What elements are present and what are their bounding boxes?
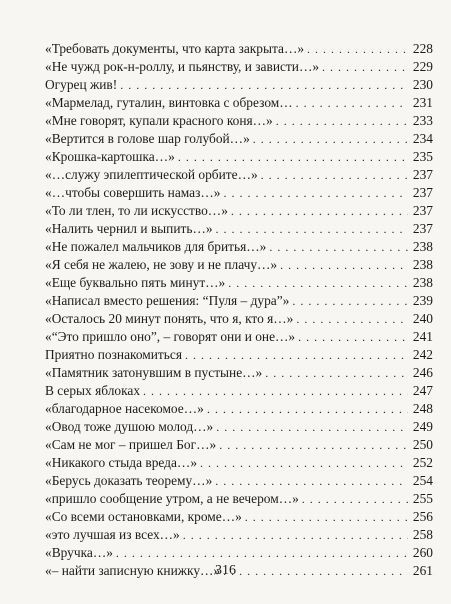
toc-entry-page: 231	[412, 95, 433, 110]
toc-entry-page: 233	[412, 113, 433, 128]
toc-entry-page: 234	[412, 131, 433, 146]
toc-entry-title: «Налить чернил и выпить…»	[45, 221, 213, 236]
toc-entry-page: 256	[412, 509, 433, 524]
dot-leader	[228, 274, 408, 292]
toc-entry-page: 241	[412, 329, 433, 344]
toc-entry	[45, 238, 433, 256]
toc-entry-title: «Крошка-картошка…»	[45, 149, 175, 164]
toc-entry	[45, 382, 433, 400]
dot-leader	[276, 112, 408, 130]
toc-entry	[45, 400, 433, 418]
dot-leader	[265, 364, 408, 382]
toc-entry-title: «Со всеми остановками, кроме…»	[45, 509, 242, 524]
toc-entry-page: 242	[412, 347, 433, 362]
dot-leader	[216, 418, 408, 436]
dot-leader	[298, 328, 408, 346]
dot-leader	[269, 238, 408, 256]
toc-entry-title: «Памятник затонувшим в пустыне…»	[45, 365, 263, 380]
dot-leader	[120, 76, 408, 94]
toc-entry-page: 239	[412, 293, 433, 308]
toc-entry-title: «это лучшая из всех…»	[45, 527, 180, 542]
dot-leader	[261, 166, 408, 184]
toc-entry-title: «благодарное насекомое…»	[45, 401, 204, 416]
toc-entry-page: 258	[412, 527, 433, 542]
dot-leader	[216, 220, 408, 238]
dot-leader	[253, 130, 408, 148]
dot-leader	[302, 490, 408, 508]
toc-entry-title: «Мне говорят, купали красного коня…»	[45, 113, 273, 128]
dot-leader	[292, 292, 408, 310]
toc-entry-page: 249	[412, 419, 433, 434]
toc-entry	[45, 328, 433, 346]
toc-entry	[45, 418, 433, 436]
dot-leader	[280, 256, 408, 274]
dot-leader	[200, 454, 408, 472]
toc-entry	[45, 94, 433, 112]
toc-entry-page: 237	[412, 167, 433, 182]
toc-entry-title: «Сам не мог – пришел Бог…»	[45, 437, 217, 452]
dot-leader	[245, 508, 408, 526]
toc-entry-title: «…служу эпилептической орбите…»	[45, 167, 258, 182]
dot-leader	[223, 184, 408, 202]
toc-entry-page: 237	[412, 185, 433, 200]
toc-entry	[45, 310, 433, 328]
toc-entry-page: 230	[412, 77, 433, 92]
toc-entry-title: «Не пожалел мальчиков для бритья…»	[45, 239, 267, 254]
toc-entry-title: «Написал вместо решения: “Пуля – дура”»	[45, 293, 290, 308]
toc-entry	[45, 40, 433, 58]
toc-entry-page: 238	[412, 257, 433, 272]
toc-entry	[45, 76, 433, 94]
toc-entry-title: «То ли тлен, то ли искусство…»	[45, 203, 228, 218]
toc-entry-title: «Еще буквально пять минут…»	[45, 275, 226, 290]
toc-entry-title: Приятно познакомиться	[45, 347, 182, 362]
page-number: 316	[215, 563, 236, 578]
toc-entry-title: «Вручка…»	[45, 545, 113, 560]
toc-entry-title: Огурец жив!	[45, 77, 118, 92]
toc-entry-page: 250	[412, 437, 433, 452]
toc-entry-page: 246	[412, 365, 433, 380]
toc-entry-page: 229	[412, 59, 433, 74]
toc-entry	[45, 220, 433, 238]
toc-entry-title: «Мармелад, гуталин, винтовка с обрезом…	[45, 95, 293, 110]
toc-entry-page: 238	[412, 275, 433, 290]
toc-entry-title: «Вертится в голове шар голубой…»	[45, 131, 250, 146]
toc-entry-title: «Не чужд рок-н-роллу, и пьянству, и зависти…»	[45, 59, 320, 74]
toc-entry-page: 247	[412, 383, 433, 398]
dot-leader	[215, 472, 408, 490]
toc-entry	[45, 292, 433, 310]
toc-entry	[45, 526, 433, 544]
toc-entry-title: В серых яблоках	[45, 383, 141, 398]
toc-entry	[45, 436, 433, 454]
toc-entry-title: «пришло сообщение утром, а не вечером…»	[45, 491, 299, 506]
toc-entry-page: 254	[412, 473, 433, 488]
toc-entry-title: «Я себя не жалею, не зову и не плачу…»	[45, 257, 278, 272]
toc-entry	[45, 130, 433, 148]
toc-entry	[45, 256, 433, 274]
toc-entry-title: «…чтобы совершить намаз…»	[45, 185, 221, 200]
toc-entry-page: 255	[412, 491, 433, 506]
dot-leader	[207, 400, 408, 418]
dot-leader	[231, 202, 408, 220]
toc-entry	[45, 454, 433, 472]
dot-leader	[183, 526, 408, 544]
toc-entry-page: 252	[412, 455, 433, 470]
toc-entry	[45, 364, 433, 382]
toc-entry	[45, 346, 433, 364]
toc-entry	[45, 166, 433, 184]
toc-entry	[45, 508, 433, 526]
toc-entry-page: 261	[412, 563, 433, 578]
toc-entry-page: 240	[412, 311, 433, 326]
toc-entry-title: «Осталось 20 минут понять, что я, кто я…»	[45, 311, 294, 326]
dot-leader	[143, 382, 408, 400]
dot-leader	[178, 148, 408, 166]
toc-entry-page: 238	[412, 239, 433, 254]
toc-entry	[45, 112, 433, 130]
table-of-contents	[45, 40, 433, 580]
dot-leader	[322, 58, 408, 76]
toc-entry-title: «“Это пришло оно”, – говорят они и оне…»	[45, 329, 296, 344]
toc-entry-title: «Требовать документы, что карта закрыта…»	[45, 41, 305, 56]
toc-entry-page: 248	[412, 401, 433, 416]
toc-entry	[45, 58, 433, 76]
dot-leader	[307, 40, 408, 58]
dot-leader	[296, 94, 408, 112]
toc-entry	[45, 544, 433, 562]
dot-leader	[185, 346, 408, 364]
toc-entry	[45, 148, 433, 166]
toc-entry	[45, 472, 433, 490]
toc-entry-title: «Берусь доказать теорему…»	[45, 473, 213, 488]
toc-entry	[45, 490, 433, 508]
toc-entry-title: «– найти записную книжку…»	[45, 563, 221, 578]
toc-entry-page: 228	[412, 41, 433, 56]
toc-entry-page: 235	[412, 149, 433, 164]
dot-leader	[219, 436, 408, 454]
toc-entry	[45, 184, 433, 202]
dot-leader	[296, 310, 408, 328]
toc-entry-title: «Никакого стыда вреда…»	[45, 455, 198, 470]
toc-entry-page: 237	[412, 203, 433, 218]
toc-entry-page: 260	[412, 545, 433, 560]
toc-entry	[45, 274, 433, 292]
dot-leader	[116, 544, 408, 562]
toc-entry-page: 237	[412, 221, 433, 236]
toc-entry-title: «Овод тоже душою молод…»	[45, 419, 214, 434]
toc-entry	[45, 202, 433, 220]
